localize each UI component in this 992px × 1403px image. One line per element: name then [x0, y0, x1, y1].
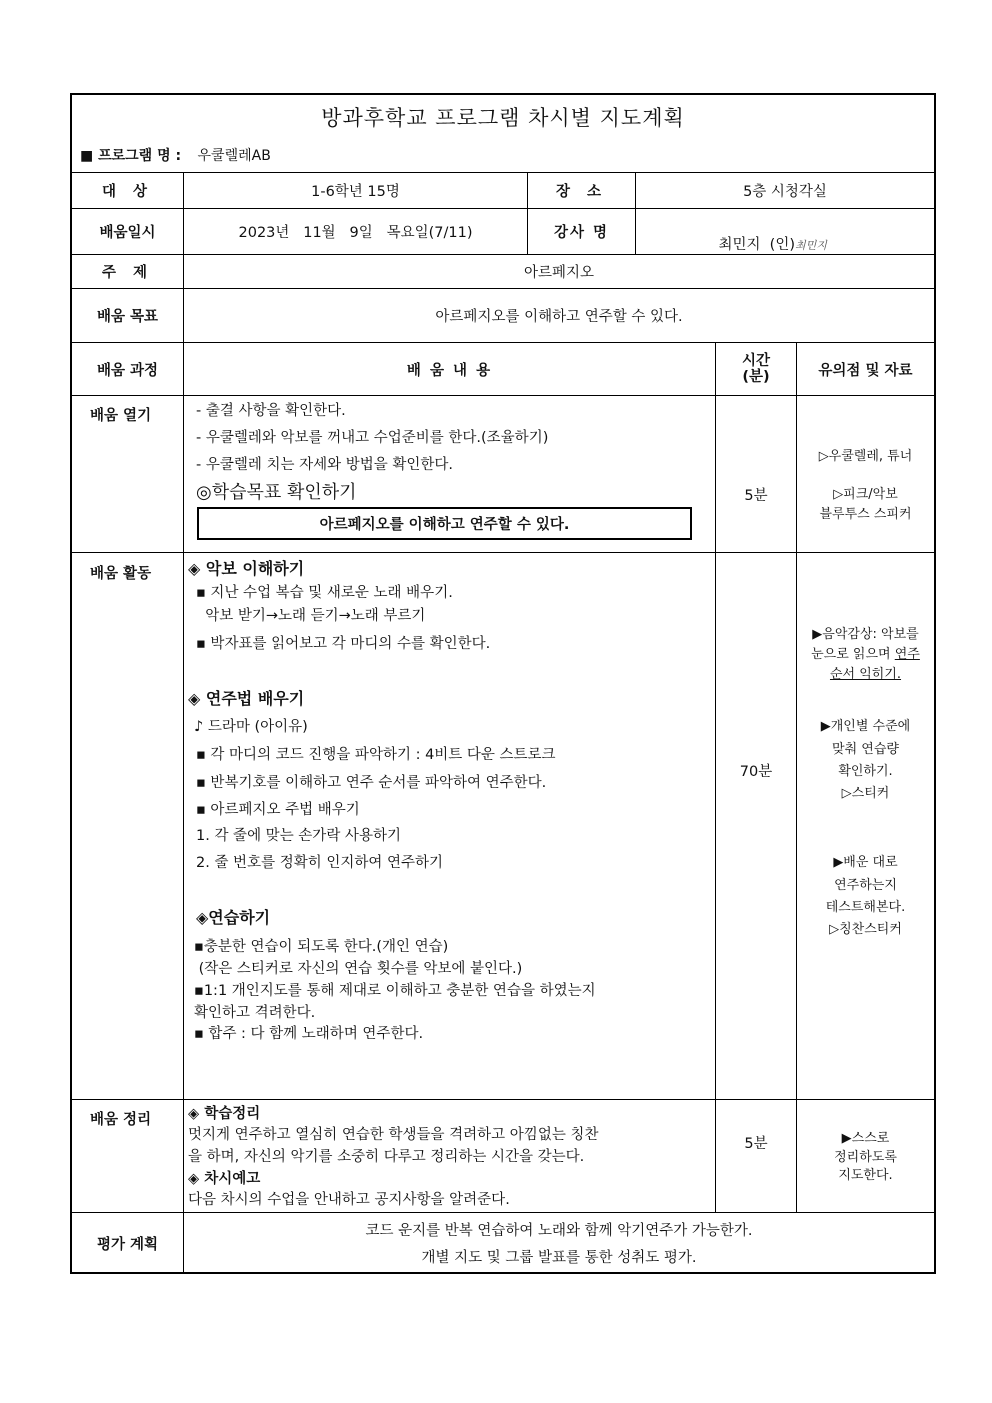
- target-value: 1-6학년 15명: [311, 184, 400, 200]
- row-divider: [72, 395, 934, 396]
- activity-note: 순서 익히기.: [829, 667, 902, 682]
- header-notes: 유의점 및 자료: [818, 362, 913, 379]
- page-title: 방과후학교 프로그램 차시별 지도계획: [321, 106, 685, 130]
- closing-line: 을 하며, 자신의 악기를 소중히 다루고 정리하는 시간을 갖는다.: [188, 1149, 585, 1165]
- date-label: 배움일시: [99, 225, 156, 241]
- evaluation-label: 평가 계획: [96, 1237, 159, 1253]
- opening-time: 5분: [744, 487, 768, 504]
- activity-line: 2. 줄 번호를 정확히 인지하여 연주하기: [196, 855, 443, 871]
- closing-title: ◈ 차시예고: [188, 1171, 261, 1187]
- closing-title: ◈ 학습정리: [188, 1106, 261, 1122]
- opening-note: 블루투스 스피커: [819, 507, 912, 522]
- row-divider: [72, 1099, 934, 1100]
- target-label: 대 상: [101, 184, 154, 200]
- header-content: 배 움 내 용: [406, 362, 493, 379]
- closing-time: 5분: [744, 1135, 768, 1152]
- section-title: ◈ 연주법 배우기: [188, 689, 305, 708]
- opening-note: ▷피크/악보: [833, 487, 898, 502]
- opening-note: ▷우쿨렐레, 튜너: [818, 449, 913, 464]
- goal-box: 아르페지오를 이해하고 연주할 수 있다.: [197, 507, 692, 540]
- program-line: [80, 145, 271, 165]
- activity-line: ▪ 박자표를 읽어보고 각 마디의 수를 확인한다.: [196, 636, 491, 652]
- opening-label: 배움 열기: [90, 408, 152, 424]
- activity-line: ▪ 아르페지오 주법 배우기: [196, 802, 360, 818]
- activity-note: 맞춰 연습량: [832, 742, 899, 757]
- activity-line: ♪ 드라마 (아이유): [194, 719, 308, 735]
- activity-line: ▪ 합주 : 다 함께 노래하며 연주한다.: [194, 1026, 424, 1042]
- teacher-name: 최민지 (인): [718, 237, 795, 253]
- program-name: 우쿨렐레AB: [197, 148, 271, 164]
- opening-line: - 우쿨렐레와 악보를 꺼내고 수업준비를 한다.(조율하기): [196, 430, 549, 446]
- activity-note: ▶배운 대로: [833, 855, 898, 870]
- goal-label: 배움 목표: [96, 309, 159, 325]
- activity-line: ▪ 각 마디의 코드 진행을 파악하기 : 4비트 다운 스트로크: [196, 747, 556, 763]
- closing-note: 지도한다.: [838, 1168, 893, 1183]
- header-time: [716, 343, 796, 395]
- activity-note: ▷칭찬스티커: [829, 922, 902, 937]
- activity-line: 1. 각 줄에 맞는 손가락 사용하기: [196, 828, 401, 844]
- header-time-line2: (분): [742, 369, 770, 385]
- goal-check-title: ◎학습목표 확인하기: [196, 482, 357, 503]
- activity-note: ▶개인별 수준에: [820, 719, 911, 734]
- goal-value: 아르페지오를 이해하고 연주할 수 있다.: [435, 309, 683, 325]
- activity-line: (작은 스티커로 자신의 연습 횟수를 악보에 붙인다.): [194, 961, 523, 977]
- activity-line: ▪충분한 연습이 되도록 한다.(개인 연습): [194, 939, 449, 955]
- activity-label: 배움 활동: [90, 566, 152, 582]
- header-process: 배움 과정: [96, 362, 159, 379]
- activity-note: 눈으로 읽으며 연주: [811, 647, 920, 662]
- activity-note: 확인하기.: [838, 764, 893, 779]
- closing-note: ▶스스로: [841, 1131, 890, 1146]
- lesson-plan-sheet: [70, 93, 936, 1274]
- section-title: ◈연습하기: [196, 908, 271, 927]
- activity-line: ▪1:1 개인지도를 통해 제대로 이해하고 충분한 연습을 하였는지: [194, 983, 596, 999]
- place-value: 5층 시청각실: [743, 184, 827, 200]
- activity-note: 연주하는지: [834, 878, 897, 893]
- topic-label: 주 제: [101, 265, 154, 281]
- opening-line: - 출결 사항을 확인한다.: [196, 403, 346, 419]
- activity-note: 테스트해본다.: [825, 900, 906, 915]
- activity-time: 70분: [739, 763, 773, 780]
- closing-line: 멋지게 연주하고 열심히 연습한 학생들을 격려하고 아낌없는 칭찬: [188, 1127, 599, 1143]
- date-value: 2023년 11월 9일 목요일(7/11): [238, 225, 473, 241]
- activity-line: ▪ 반복기호를 이해하고 연주 순서를 파악하여 연주한다.: [196, 775, 547, 791]
- closing-label: 배움 정리: [90, 1112, 152, 1128]
- evaluation-line: 코드 운지를 반복 연습하여 노래와 함께 악기연주가 가능한가.: [365, 1222, 753, 1239]
- activity-line: ▪ 지난 수업 복습 및 새로운 노래 배우기.: [196, 585, 453, 601]
- activity-line: 확인하고 격려한다.: [194, 1005, 316, 1021]
- activity-note: ▷스티커: [841, 786, 890, 801]
- closing-line: 다음 차시의 수업을 안내하고 공지사항을 알려준다.: [188, 1192, 510, 1208]
- opening-line: - 우쿨렐레 치는 자세와 방법을 확인한다.: [196, 457, 453, 473]
- section-title: ◈ 악보 이해하기: [188, 559, 305, 578]
- row-divider: [72, 552, 934, 553]
- teacher-signature: 최민지: [795, 239, 827, 252]
- closing-note: 정리하도록: [834, 1150, 897, 1165]
- program-label: ■ 프로그램 명 :: [80, 148, 182, 164]
- evaluation-line: 개별 지도 및 그룹 발표를 통한 성취도 평가.: [421, 1249, 697, 1266]
- activity-note: ▶음악감상: 악보를: [812, 627, 919, 642]
- teacher-label: 강사 명: [553, 225, 610, 241]
- row-divider: [72, 1212, 934, 1213]
- place-label: 장 소: [555, 184, 608, 200]
- activity-line: 악보 받기→노래 듣기→노래 부르기: [196, 608, 426, 624]
- header-time-line1: 시간: [741, 353, 770, 369]
- topic-value: 아르페지오: [523, 265, 595, 281]
